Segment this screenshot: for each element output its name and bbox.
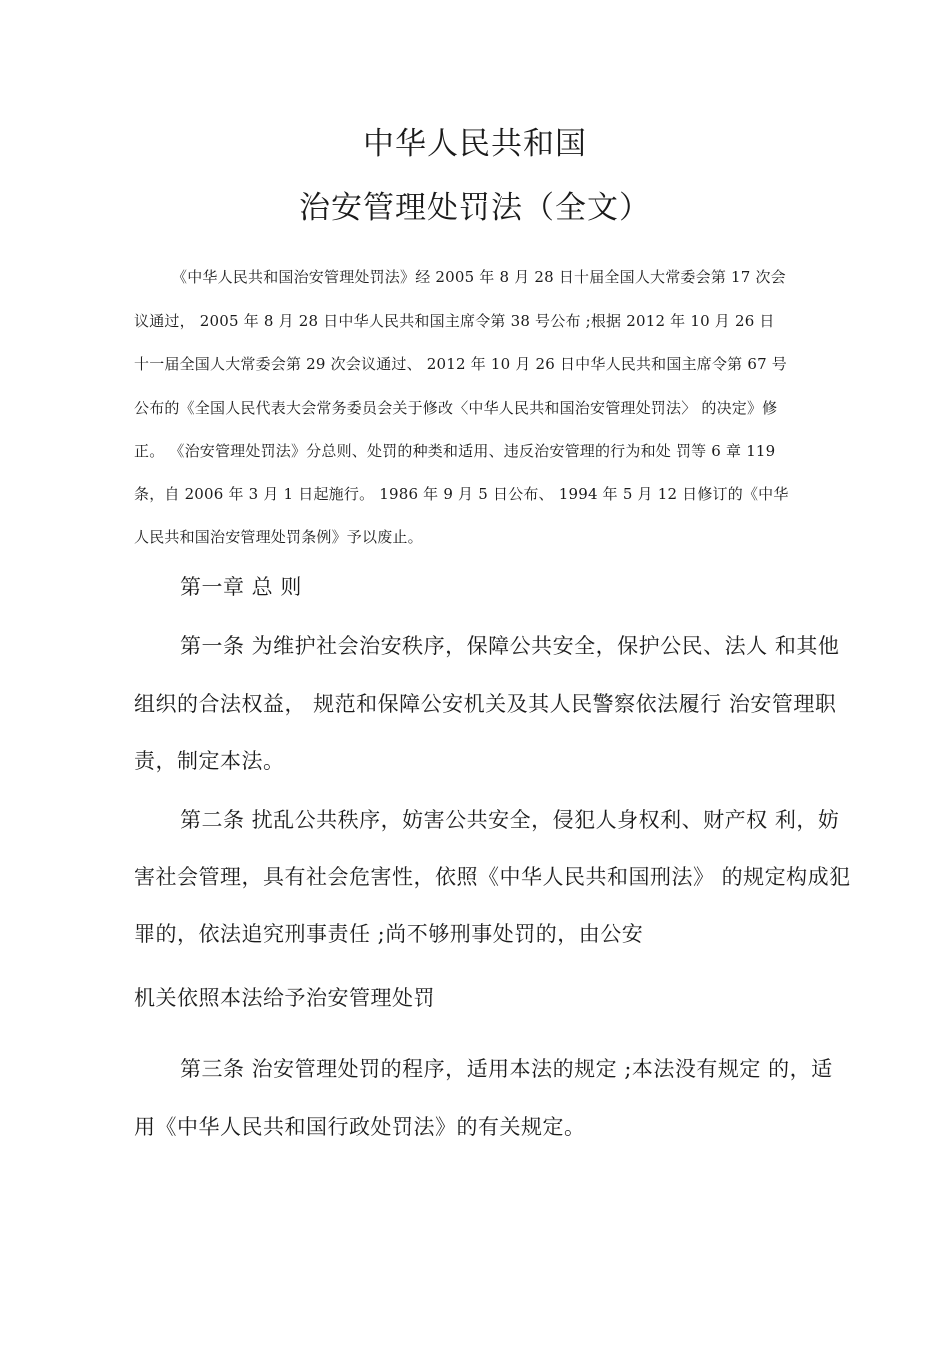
- intro-line: 《中华人民共和国治安管理处罚法》经 2005 年 8 月 28 日十届全国人大常委会第 17 次会: [172, 268, 786, 286]
- article-line: 害社会管理，具有社会危害性，依照《中华人民共和国刑法》 的规定构成犯: [134, 865, 851, 889]
- article-line: 机关依照本法给予治安管理处罚: [134, 986, 435, 1010]
- article-line: 责，制定本法。: [134, 749, 285, 773]
- document-title-line-1: 中华人民共和国: [363, 126, 587, 162]
- article-line: 第二条 扰乱公共秩序，妨害公共安全，侵犯人身权利、财产权 利，妨: [180, 808, 840, 832]
- article-line: 罪的，依法追究刑事责任 ;尚不够刑事处罚的，由公安: [134, 922, 644, 946]
- article-line: 用《中华人民共和国行政处罚法》的有关规定。: [134, 1115, 586, 1139]
- article-line: 第一条 为维护社会治安秩序，保障公共安全，保护公民、法人 和其他: [180, 634, 840, 658]
- document-title-line-2: 治安管理处罚法（全文）: [299, 190, 651, 226]
- article-line: 组织的合法权益， 规范和保障公安机关及其人民警察依法履行 治安管理职: [134, 692, 837, 716]
- intro-line: 公布的《全国人民代表大会常务委员会关于修改〈中华人民共和国治安管理处罚法〉 的决定》修: [134, 399, 778, 417]
- chapter-heading: 第一章 总 则: [180, 575, 302, 599]
- intro-line: 条，自 2006 年 3 月 1 日起施行。 1986 年 9 月 5 日公布、 1994 年 5 月 12 日修订的《中华: [134, 485, 789, 503]
- intro-line: 十一届全国人大常委会第 29 次会议通过、 2012 年 10 月 26 日中华人民共和国主席令第 67 号: [134, 355, 788, 373]
- intro-line: 议通过， 2005 年 8 月 28 日中华人民共和国主席令第 38 号公布 ;根据 2012 年 10 月 26 日: [134, 312, 775, 330]
- intro-line: 正。 《治安管理处罚法》分总则、处罚的种类和适用、违反治安管理的行为和处 罚等 6 章 119: [134, 442, 776, 460]
- article-line: 第三条 治安管理处罚的程序，适用本法的规定 ;本法没有规定 的，适: [180, 1057, 833, 1081]
- intro-line: 人民共和国治安管理处罚条例》予以废止。: [134, 528, 423, 546]
